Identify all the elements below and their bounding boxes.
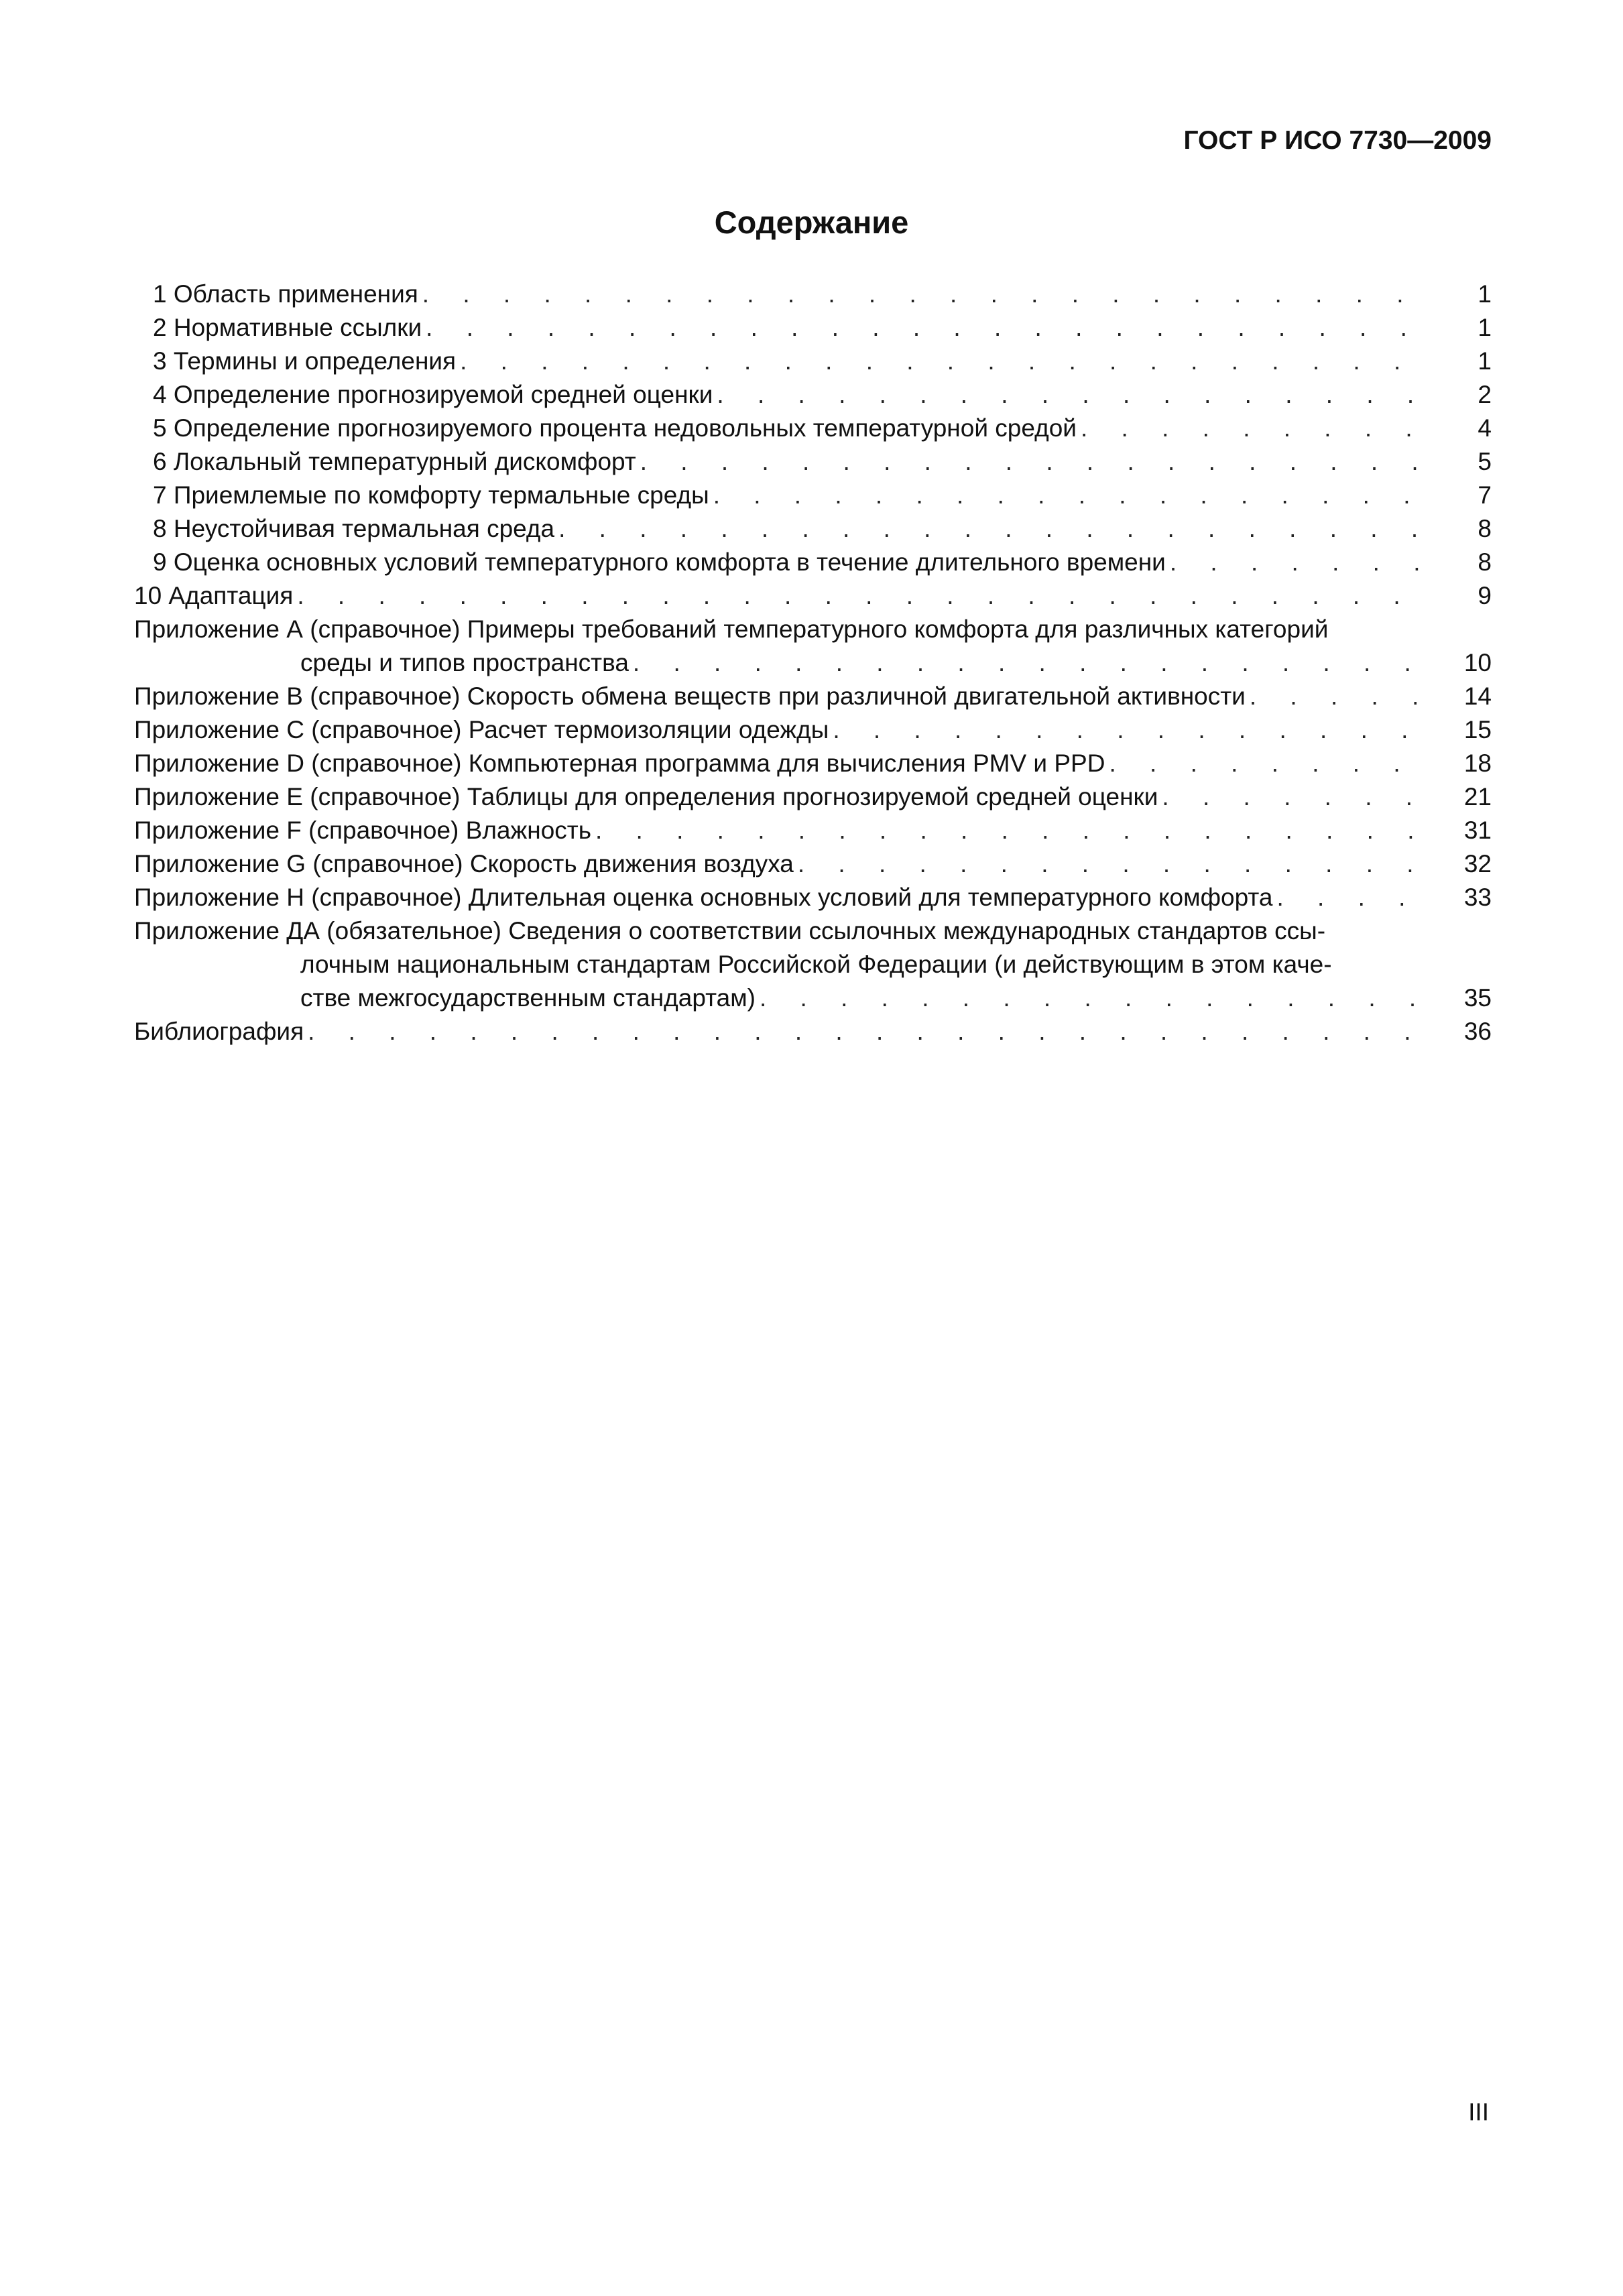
- toc-leader-dots: [1081, 412, 1429, 445]
- toc-leader-dots: [460, 345, 1429, 378]
- toc-item-title-continuation: лочным национальным стандартам Российской Федерации (и действующим в этом каче-: [134, 948, 1332, 981]
- toc-leader-dots: [1276, 881, 1429, 914]
- toc-leader-dots: [640, 445, 1429, 479]
- table-of-contents: [134, 278, 1492, 1048]
- toc-item-title: Приложение С (справочное) Расчет термоизоляции одежды: [134, 713, 829, 747]
- toc-leader-dots: [595, 814, 1429, 847]
- toc-item-title: Приложение G (справочное) Скорость движения воздуха: [134, 847, 794, 881]
- toc-item-page: 21: [1463, 783, 1492, 810]
- toc-item-page: 1: [1478, 280, 1492, 308]
- toc-item[interactable]: [134, 579, 1492, 613]
- toc-item-page: 9: [1478, 582, 1492, 609]
- toc-item-page: 15: [1463, 716, 1492, 743]
- toc-leader-dots: [297, 579, 1429, 613]
- document-code: ГОСТ Р ИСО 7730—2009: [1183, 126, 1492, 155]
- toc-item-page: 4: [1478, 414, 1492, 442]
- toc-item-title: 1 Область применения: [134, 278, 418, 311]
- toc-item-title: 4 Определение прогнозируемой средней оценки: [134, 378, 713, 412]
- toc-leader-dots: [798, 847, 1429, 881]
- toc-item-title: 6 Локальный температурный дискомфорт: [134, 445, 636, 479]
- toc-item[interactable]: [134, 512, 1492, 546]
- toc-leader-dots: [558, 512, 1429, 546]
- toc-leader-dots: [760, 981, 1429, 1015]
- toc-item[interactable]: [134, 713, 1492, 747]
- toc-item[interactable]: [134, 278, 1492, 311]
- toc-leader-dots: [833, 713, 1429, 747]
- toc-leader-dots: [422, 278, 1429, 311]
- toc-item-page: 31: [1463, 817, 1492, 844]
- toc-item-page: 36: [1463, 1018, 1492, 1045]
- toc-item-title: Приложение ДА (обязательное) Сведения о соответствии ссылочных международных стандартов ссы-: [134, 914, 1325, 948]
- toc-item-title: 3 Термины и определения: [134, 345, 456, 378]
- toc-item-page: 33: [1463, 884, 1492, 911]
- toc-item-title-continuation: стве межгосударственным стандартам): [134, 981, 756, 1015]
- toc-item-page: 8: [1478, 548, 1492, 576]
- toc-item[interactable]: [134, 780, 1492, 814]
- toc-item-title-continuation: среды и типов пространства: [134, 646, 629, 680]
- toc-leader-dots: [713, 479, 1429, 512]
- page-title: Содержание: [714, 204, 909, 240]
- toc-item-title: Приложение В (справочное) Скорость обмена веществ при различной двигательной активности: [134, 680, 1246, 713]
- toc-item[interactable]: [134, 546, 1492, 579]
- toc-item-title: Приложение А (справочное) Примеры требований температурного комфорта для различных категорий: [134, 613, 1328, 646]
- toc-item[interactable]: [134, 814, 1492, 847]
- toc-leader-dots: [1250, 680, 1429, 713]
- toc-leader-dots: [1162, 780, 1429, 814]
- toc-item-title: Приложение Н (справочное) Длительная оценка основных условий для температурного комфорта: [134, 881, 1272, 914]
- toc-item[interactable]: [134, 479, 1492, 512]
- toc-item-page: 32: [1463, 850, 1492, 878]
- toc-item[interactable]: [134, 914, 1492, 1015]
- toc-leader-dots: [1109, 747, 1429, 780]
- toc-item-title: 10 Адаптация: [134, 579, 293, 613]
- toc-item-title: Приложение D (справочное) Компьютерная программа для вычисления PMV и PPD: [134, 747, 1105, 780]
- toc-item-title: Библиография: [134, 1015, 304, 1048]
- toc-item-page: 1: [1478, 314, 1492, 341]
- toc-leader-dots: [308, 1015, 1429, 1048]
- toc-item-page: 10: [1463, 649, 1492, 676]
- toc-item-title: 2 Нормативные ссылки: [134, 311, 422, 345]
- toc-item-title: 7 Приемлемые по комфорту термальные среды: [134, 479, 709, 512]
- toc-item-page: 8: [1478, 515, 1492, 542]
- toc-item-page: 2: [1478, 381, 1492, 408]
- toc-item[interactable]: [134, 445, 1492, 479]
- toc-item[interactable]: [134, 747, 1492, 780]
- toc-item-page: 18: [1463, 749, 1492, 777]
- toc-item-page: 1: [1478, 347, 1492, 375]
- toc-item-title: 9 Оценка основных условий температурного комфорта в течение длительного времени: [134, 546, 1166, 579]
- toc-leader-dots: [426, 311, 1429, 345]
- toc-item[interactable]: [134, 680, 1492, 713]
- page-number: III: [1468, 2098, 1489, 2126]
- toc-item[interactable]: [134, 881, 1492, 914]
- toc-item[interactable]: [134, 378, 1492, 412]
- toc-item-title: Приложение F (справочное) Влажность: [134, 814, 591, 847]
- toc-item-title: Приложение Е (справочное) Таблицы для определения прогнозируемой средней оценки: [134, 780, 1158, 814]
- toc-item[interactable]: [134, 412, 1492, 445]
- toc-item[interactable]: [134, 1015, 1492, 1048]
- toc-item-page: 7: [1478, 481, 1492, 509]
- toc-item-title: 5 Определение прогнозируемого процента недовольных температурной средой: [134, 412, 1077, 445]
- toc-item[interactable]: [134, 847, 1492, 881]
- toc-leader-dots: [633, 646, 1429, 680]
- toc-item[interactable]: [134, 311, 1492, 345]
- toc-item-page: 14: [1463, 682, 1492, 710]
- toc-item-title: 8 Неустойчивая термальная среда: [134, 512, 554, 546]
- toc-leader-dots: [1170, 546, 1429, 579]
- toc-item[interactable]: [134, 613, 1492, 680]
- toc-item-page: 5: [1478, 448, 1492, 475]
- toc-leader-dots: [717, 378, 1429, 412]
- toc-item[interactable]: [134, 345, 1492, 378]
- toc-item-page: 35: [1463, 984, 1492, 1012]
